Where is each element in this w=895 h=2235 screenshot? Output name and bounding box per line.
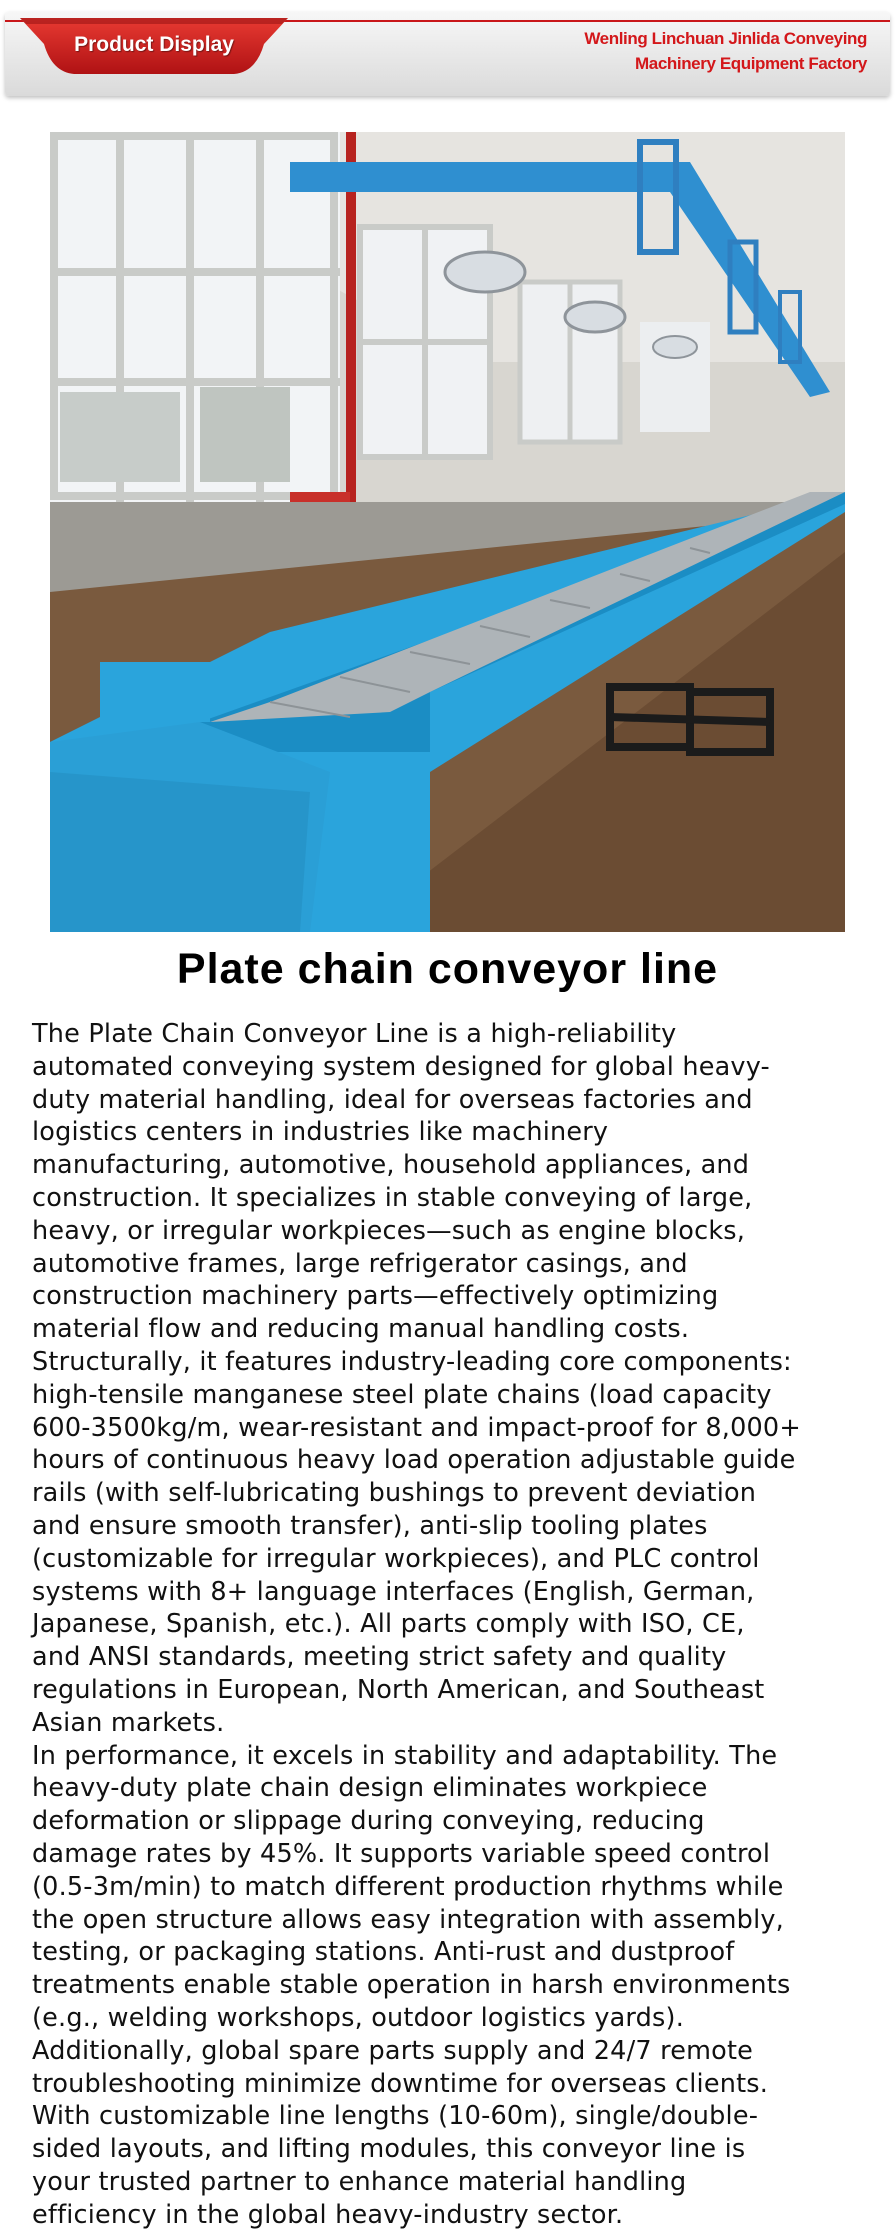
page-title: Plate chain conveyor line xyxy=(176,945,719,993)
paragraph-2: Structurally, it features industry-leading core components: high-tensile manganese steel plate chains (load capacity 600-3500kg/m, wear-resistant and impact-proof for 8,000+ hours of continuous heavy load operation adjustable guide rails (with self-lubricating bushings to prevent deviation and ensure smooth transfer), anti-slip tooling plates (customizable for irregular workpieces), and PLC control systems with 8+ language interfaces (English, German, Japanese, Spanish, etc.). All parts comply with ISO, CE, and ANSI standards, meeting strict safety and quality regulations in European, North American, and Southeast Asian markets. xyxy=(32,1346,801,1738)
product-display-tab xyxy=(20,10,288,80)
company-name xyxy=(584,26,867,76)
company-line-1: Wenling Linchuan Jinlida Conveying xyxy=(584,29,867,48)
product-description xyxy=(32,1018,870,2231)
paragraph-3: In performance, it excels in stability and adaptability. The heavy-duty plate chain design eliminates workpiece deformation or slippage during conveying, reducing damage rates by 45%. It supports variable speed control (0.5-3m/min) to match different production rhythms while the open structure allows easy integration with assembly, testing, or packaging stations. Anti-rust and dustproof treatments enable stable operation in harsh environments (e.g., welding workshops, outdoor logistics yards). Additionally, global spare parts supply and 24/7 remote troubleshooting minimize downtime for overseas clients. With customizable line lengths (10-60m), single/double- sided layouts, and lifting modules, this conveyor line is your trusted partner to enhance material handling efficiency in the global heavy-industry sector. xyxy=(32,1740,791,2230)
conveyor-photo xyxy=(50,132,845,932)
company-line-2: Machinery Equipment Factory xyxy=(635,54,867,73)
paragraph-1: The Plate Chain Conveyor Line is a high-reliability automated conveying system designed for global heavy- duty material handling, ideal for overseas factories and logistics centers in industries like machinery manufacturing, automotive, household appliances, and construction. It specializes in stable conveying of large, heavy, or irregular workpieces—such as engine blocks, automotive frames, large refrigerator casings, and construction machinery parts—effectively optimizing material flow and reducing manual handling costs. xyxy=(32,1019,770,1345)
tab-label: Product Display xyxy=(74,33,234,56)
